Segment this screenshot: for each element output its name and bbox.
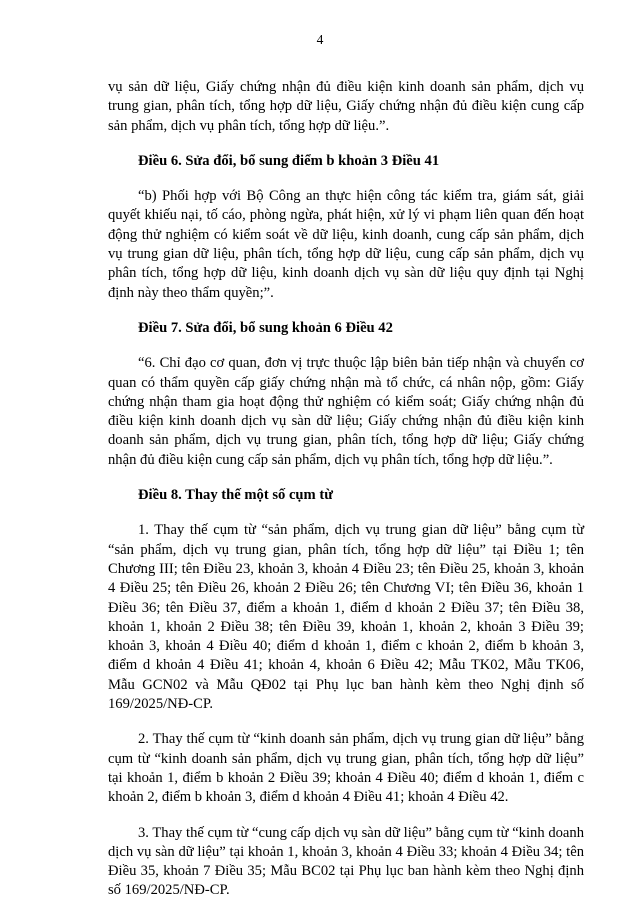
- article-6-heading: Điều 6. Sửa đổi, bổ sung điểm b khoản 3 Điều 41: [138, 152, 440, 169]
- article-6-text: “b) Phối hợp với Bộ Công an thực hiện công tác kiểm tra, giám sát, giải quyết khiếu nại, tố cáo, phòng ngừa, phát hiện, xử lý vi phạm liên quan đến hoạt động thử nghiệm có kiểm soát về dữ liệu, kinh doanh, cung cấp sản phẩm, dịch vụ trung gian dữ liệu, phân tích, tổng hợp dữ liệu, cung cấp sản phẩm, dịch vụ phân tích, tổng hợp dữ liệu, kinh doanh dịch vụ sàn dữ liệu quy định tại Nghị định này theo thẩm quyền;”.: [108, 188, 584, 301]
- article-8-item-2: 2. Thay thế cụm từ “kinh doanh sản phẩm, dịch vụ trung gian dữ liệu” bằng cụm từ “kinh doanh sản phẩm, dịch vụ trung gian, phân tích, tổng hợp dữ liệu” tại khoản 1, điểm b khoản 2 Điều 39; khoản 4 Điều 40; điểm d khoản 1, điểm c khoản 2, điểm b khoản 3, điểm d khoản 4 Điều 41; khoản 4 Điều 42.: [108, 731, 584, 806]
- article-8-item-1: 1. Thay thế cụm từ “sản phẩm, dịch vụ trung gian dữ liệu” bằng cụm từ “sản phẩm, dịch vụ trung gian, phân tích, tổng hợp dữ liệu” tại Điều 1; tên Chương III; tên Điều 23, khoản 3, khoản 4 Điều 23; tên Điều 25, khoản 3, khoản 4 Điều 25; tên Điều 26, khoản 2 Điều 26; tên Chương VI; tên Điều 36, khoản 1 Điều 36; tên Điều 37, điểm a khoản 1, điểm d khoản 2 Điều 37; tên Điều 38, khoản 1, khoản 2 Điều 38; tên Điều 39, khoản 1, khoản 2, khoản 3 Điều 39; khoản 3, khoản 4 Điều 40; điểm d khoản 1, điểm c khoản 2, điểm b khoản 3, điểm d khoản 4 Điều 41; khoản 4, khoản 6 Điều 42; Mẫu TK02, Mẫu TK06, Mẫu GCN02 và Mẫu QĐ02 tại Phụ lục ban hành kèm theo Nghị định số 169/2025/NĐ-CP.: [108, 522, 584, 713]
- page-number: 4: [316, 32, 324, 47]
- continued-paragraph: vụ sản dữ liệu, Giấy chứng nhận đủ điều kiện kinh doanh sản phẩm, dịch vụ trung gian, phân tích, tổng hợp dữ liệu, Giấy chứng nhận đủ điều kiện cung cấp sản phẩm, dịch vụ phân tích, tổng hợp dữ liệu.”.: [108, 79, 584, 134]
- article-8-heading: Điều 8. Thay thế một số cụm từ: [138, 487, 333, 504]
- article-8-item-3: 3. Thay thế cụm từ “cung cấp dịch vụ sàn dữ liệu” bằng cụm từ “kinh doanh dịch vụ sàn dữ liệu” tại khoản 1, khoản 3, khoản 4 Điều 33; khoản 4 Điều 34; tên Điều 35, khoản 7 Điều 35; Mẫu BC02 tại Phụ lục ban hành kèm theo Nghị định số 169/2025/NĐ-CP.: [108, 824, 584, 899]
- article-7-heading: Điều 7. Sửa đổi, bổ sung khoản 6 Điều 42: [138, 319, 393, 336]
- article-7-text: “6. Chỉ đạo cơ quan, đơn vị trực thuộc lập biên bản tiếp nhận và chuyển cơ quan có thẩm quyền cấp giấy chứng nhận mà tổ chức, cá nhân nộp, gồm: Giấy chứng nhận tham gia hoạt động thử nghiệm có kiểm soát; Giấy chứng nhận đủ điều kiện kinh doanh dịch vụ sàn dữ liệu; Giấy chứng nhận đủ điều kiện kinh doanh sản phẩm, dịch vụ trung gian, phân tích, tổng hợp dữ liệu; Giấy chứng nhận đủ điều kiện cung cấp sản phẩm, dịch vụ phân tích, tổng hợp dữ liệu.”.: [108, 355, 584, 468]
- document-body: [108, 78, 584, 917]
